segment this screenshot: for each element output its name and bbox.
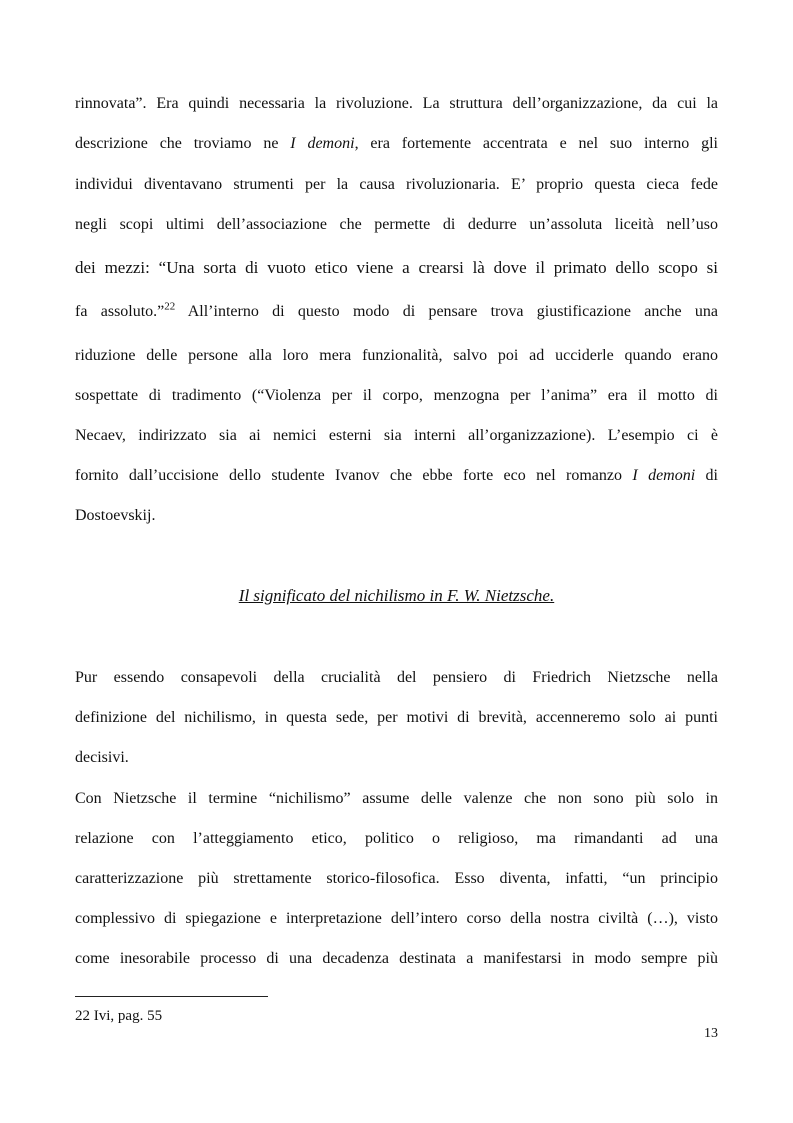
paragraph-line: [75, 465, 718, 487]
page-number: 13: [704, 1026, 718, 1041]
paragraph-line: [75, 133, 718, 155]
paragraph-line: [75, 174, 718, 196]
text-run: dei mezzi: “Una sorta di vuoto etico viene a crearsi là dove il primato dello scopo si: [75, 258, 718, 277]
text-run: complessivo di spiegazione e interpretazione dell’intero corso della nostra civiltà (…), visto: [75, 910, 718, 927]
text-run: rinnovata”. Era quindi necessaria la rivoluzione. La struttura dell’organizzazione, da cui la: [75, 95, 718, 112]
text-run: relazione con l’atteggiamento etico, politico o religioso, ma rimandanti ad una: [75, 830, 718, 847]
footnote-separator: [75, 996, 268, 997]
paragraph-line: [75, 707, 718, 729]
text-run: negli scopi ultimi dell’associazione che permette di dedurre un’assoluta liceità nell’uso: [75, 216, 718, 233]
text-run: definizione del nichilismo, in questa sede, per motivi di brevità, accenneremo solo ai punti: [75, 709, 718, 726]
text-run: di: [695, 467, 718, 484]
footnote: 22 Ivi, pag. 55: [75, 1008, 163, 1024]
paragraph-line: [75, 425, 718, 447]
paragraph-line: [75, 301, 718, 323]
section-heading-text: Il significato del nichilismo in F. W. Nietzsche.: [238, 586, 555, 605]
paragraph-line: [75, 908, 718, 930]
section-heading: [0, 584, 793, 608]
footnote-ref[interactable]: 22: [164, 301, 176, 313]
text-run: caratterizzazione più strettamente storico-filosofica. Esso diventa, infatti, “un principio: [75, 870, 718, 887]
book-title: I demoni: [632, 467, 696, 484]
paragraph-line: [75, 257, 718, 279]
text-run: Dostoevskij.: [75, 507, 156, 524]
paragraph-line: [75, 868, 718, 890]
text-run: Pur essendo consapevoli della crucialità del pensiero di Friedrich Nietzsche nella: [75, 669, 718, 686]
text-run: All’interno di questo modo di pensare trova giustificazione anche una: [175, 303, 718, 320]
paragraph-line: [75, 93, 718, 115]
text-run: individui diventavano strumenti per la causa rivoluzionaria. E’ proprio questa cieca fede: [75, 176, 718, 193]
text-run: Con Nietzsche il termine “nichilismo” assume delle valenze che non sono più solo in: [75, 790, 718, 807]
paragraph-line: [75, 828, 718, 850]
text-run: descrizione che troviamo ne: [75, 135, 291, 152]
paragraph-line: [75, 747, 718, 769]
paragraph-line: [75, 788, 718, 810]
paragraph-line: [75, 345, 718, 367]
book-title: I demoni: [290, 135, 355, 152]
text-run: sospettate di tradimento (“Violenza per il corpo, menzogna per l’anima” era il motto di: [75, 387, 718, 404]
text-run: riduzione delle persone alla loro mera funzionalità, salvo poi ad ucciderle quando erano: [75, 347, 718, 364]
paragraph-line: [75, 385, 718, 407]
paragraph-line: [75, 948, 718, 970]
text-run: fa assoluto.”: [75, 303, 165, 320]
text-run: , era fortemente accentrata e nel suo interno gli: [354, 135, 718, 152]
paragraph-line: [75, 214, 718, 236]
paragraph-line: [75, 667, 718, 689]
text-run: fornito dall’uccisione dello studente Ivanov che ebbe forte eco nel romanzo: [75, 467, 633, 484]
text-run: Necaev, indirizzato sia ai nemici esterni sia interni all’organizzazione). L’esempio ci è: [75, 427, 718, 444]
text-run: come inesorabile processo di una decadenza destinata a manifestarsi in modo sempre più: [75, 950, 718, 967]
text-run: decisivi.: [75, 749, 129, 766]
paragraph-line: [75, 505, 718, 527]
